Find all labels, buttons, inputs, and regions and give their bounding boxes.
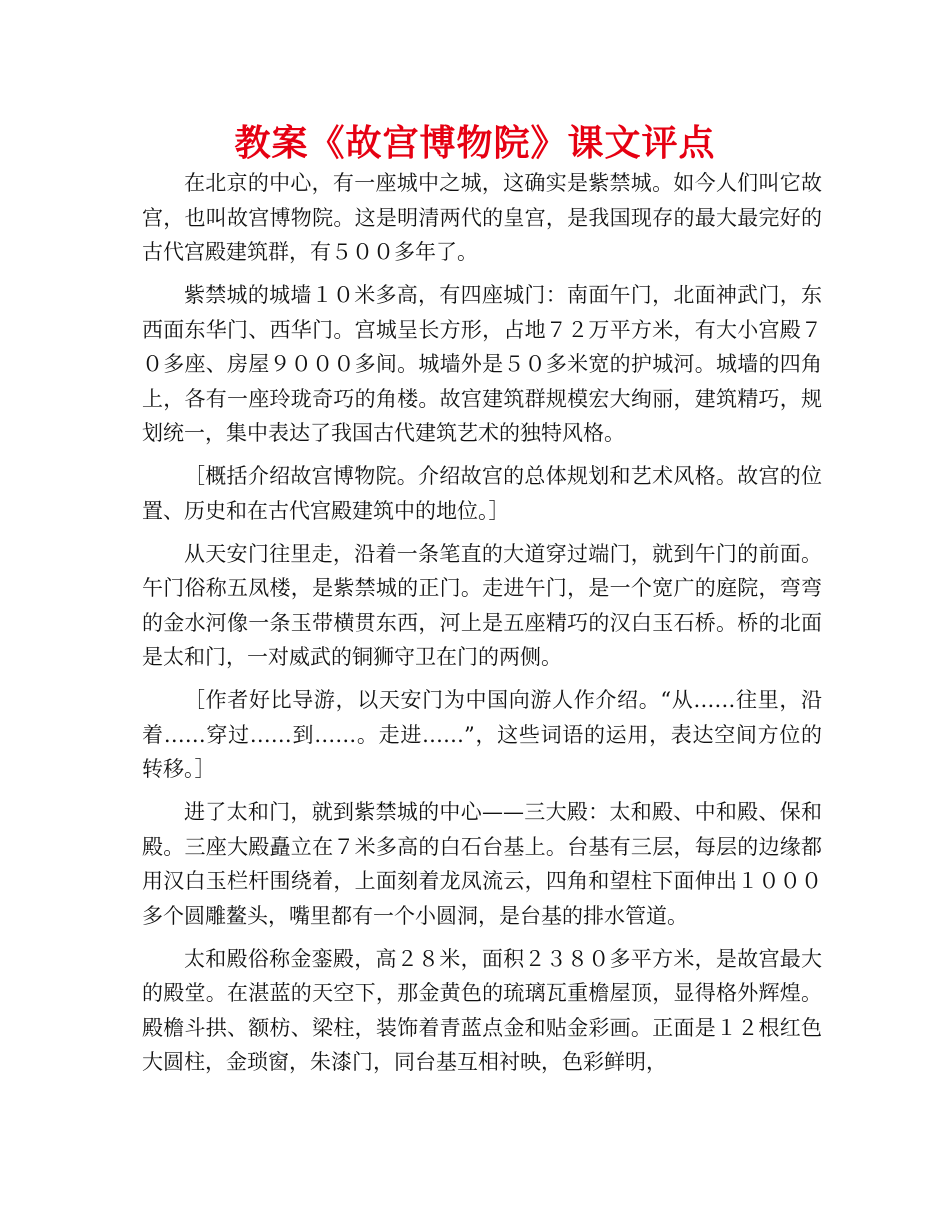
- commentary-2: ［作者好比导游，以天安门为中国向游人作介绍。“从……往里，沿着……穿过……到……。走进……”，这些词语的运用，表达空间方位的转移。］: [142, 688, 822, 781]
- paragraph-4: 进了太和门，就到紫禁城的中心——三大殿：太和殿、中和殿、保和殿。三座大殿矗立在７米多高的白石台基上。台基有三层，每层的边缘都用汉白玉栏杆围绕着，上面刻着龙凤流云，四角和望柱下面伸出１０００多个圆雕鳌头，嘴里都有一个小圆洞，是台基的排水管道。: [142, 800, 822, 928]
- document-body: [142, 166, 822, 1088]
- paragraph-3: 从天安门往里走，沿着一条笔直的大道穿过端门，就到午门的前面。午门俗称五凤楼，是紫禁城的正门。走进午门，是一个宽广的庭院，弯弯的金水河像一条玉带横贯东西，河上是五座精巧的汉白玉石桥。桥的北面是太和门，一对威武的铜狮守卫在门的两侧。: [142, 541, 822, 669]
- commentary-1: ［概括介绍故宫博物院。介绍故宫的总体规划和艺术风格。故宫的位置、历史和在古代宫殿建筑中的地位。］: [142, 464, 822, 523]
- paragraph-2: 紫禁城的城墙１０米多高，有四座城门：南面午门，北面神武门，东西面东华门、西华门。宫城呈长方形，占地７２万平方米，有大小宫殿７０多座、房屋９０００多间。城墙外是５０多米宽的护城河。城墙的四角上，各有一座玲珑奇巧的角楼。故宫建筑群规模宏大绚丽，建筑精巧，规划统一，集中表达了我国古代建筑艺术的独特风格。: [142, 283, 822, 445]
- paragraph-1: 在北京的中心，有一座城中之城，这确实是紫禁城。如今人们叫它故宫，也叫故宫博物院。这是明清两代的皇宫，是我国现存的最大最完好的古代宫殿建筑群，有５００多年了。: [142, 171, 822, 264]
- document-title: 教案《故宫博物院》课文评点: [234, 122, 716, 164]
- paragraph-5: 太和殿俗称金銮殿，高２８米，面积２３８０多平方米，是故宫最大的殿堂。在湛蓝的天空下，那金黄色的琉璃瓦重檐屋顶，显得格外辉煌。殿檐斗拱、额枋、梁柱，装饰着青蓝点金和贴金彩画。正面是１２根红色大圆柱，金琐窗，朱漆门，同台基互相衬映，色彩鲜明，: [142, 946, 822, 1074]
